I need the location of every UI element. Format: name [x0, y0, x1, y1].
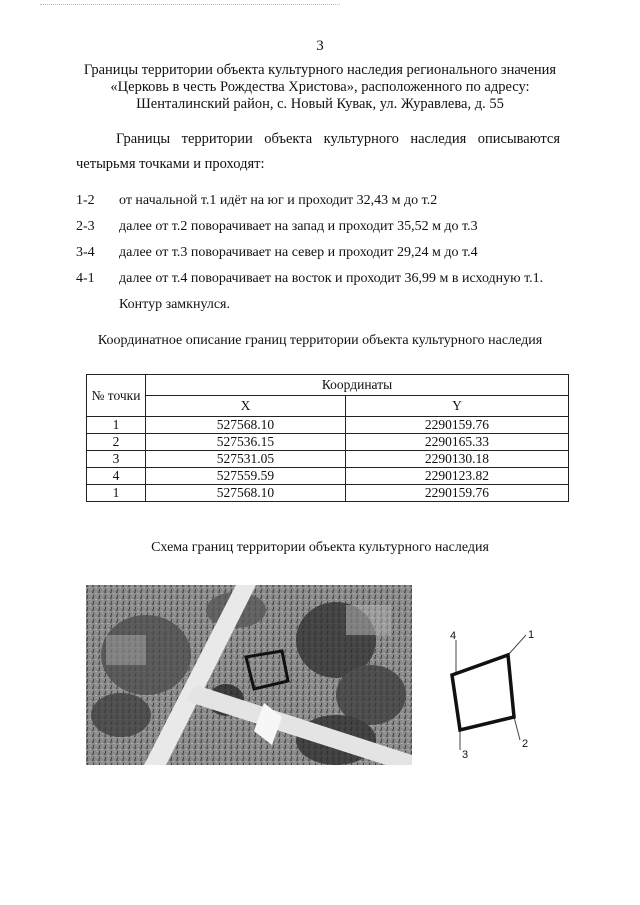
route-item: [76, 188, 576, 214]
leader-line-2: [514, 717, 520, 740]
cell-y: 2290165.33: [345, 434, 568, 451]
scan-top-edge: [40, 4, 340, 5]
coordinates-caption: Координатное описание границ территории объекта культурного наследия: [97, 333, 543, 348]
route-segment: 2-3: [76, 219, 95, 234]
table-row: [87, 451, 569, 468]
boundary-diagram: [440, 620, 560, 760]
cell-point: 1: [87, 485, 146, 502]
route-segment: 1-2: [76, 193, 95, 208]
leader-line-1: [508, 635, 526, 655]
page-title: [40, 62, 600, 113]
title-line: «Церковь в честь Рождества Христова», расположенного по адресу:: [110, 79, 530, 95]
route-closing: Контур замкнулся.: [119, 297, 230, 312]
aerial-photo: [86, 585, 412, 765]
route-text: далее от т.4 поворачивает на восток и проходит 36,99 м в исходную т.1.: [119, 271, 544, 286]
cell-x: 527531.05: [146, 451, 346, 468]
table-row: [87, 468, 569, 485]
route-item: [76, 240, 576, 266]
cell-point: 2: [87, 434, 146, 451]
route-segment: 4-1: [76, 271, 95, 286]
header-x: X: [146, 396, 346, 417]
cell-x: 527568.10: [146, 417, 346, 434]
route-segment: 3-4: [76, 245, 95, 260]
intro-paragraph: Границы территории объекта культурного наследия описываются четырьмя точками и проходят:: [76, 131, 560, 172]
header-y: Y: [345, 396, 568, 417]
point-label-1: 1: [528, 629, 535, 641]
title-line: Границы территории объекта культурного наследия регионального значения: [83, 62, 557, 78]
boundary-polygon: [452, 655, 514, 730]
table-row: [87, 485, 569, 502]
cell-point: 3: [87, 451, 146, 468]
cell-y: 2290123.82: [345, 468, 568, 485]
cell-x: 527536.15: [146, 434, 346, 451]
header-point: № точки: [87, 375, 146, 417]
route-text: далее от т.3 поворачивает на север и проходит 29,24 м до т.4: [119, 245, 478, 260]
cell-point: 4: [87, 468, 146, 485]
table-row: [87, 417, 569, 434]
table-row: [87, 434, 569, 451]
route-item: [76, 214, 576, 240]
header-coordinates: Координаты: [146, 375, 569, 396]
page-number: 3: [316, 38, 324, 54]
route-text: от начальной т.1 идёт на юг и проходит 32,43 м до т.2: [119, 193, 438, 208]
title-line: Шенталинский район, с. Новый Кувак, ул. Журавлева, д. 55: [136, 96, 504, 112]
cell-x: 527568.10: [146, 485, 346, 502]
cell-y: 2290159.76: [345, 485, 568, 502]
scheme-caption: Схема границ территории объекта культурного наследия: [151, 540, 489, 555]
point-label-4: 4: [450, 630, 457, 642]
route-item: [76, 266, 576, 292]
coordinates-table: [86, 374, 569, 502]
point-label-3: 3: [462, 749, 469, 760]
point-label-2: 2: [522, 738, 529, 750]
route-description: [76, 188, 576, 318]
cell-point: 1: [87, 417, 146, 434]
route-text: далее от т.2 поворачивает на запад и проходит 35,52 м до т.3: [119, 219, 478, 234]
cell-y: 2290130.18: [345, 451, 568, 468]
cell-y: 2290159.76: [345, 417, 568, 434]
cell-x: 527559.59: [146, 468, 346, 485]
